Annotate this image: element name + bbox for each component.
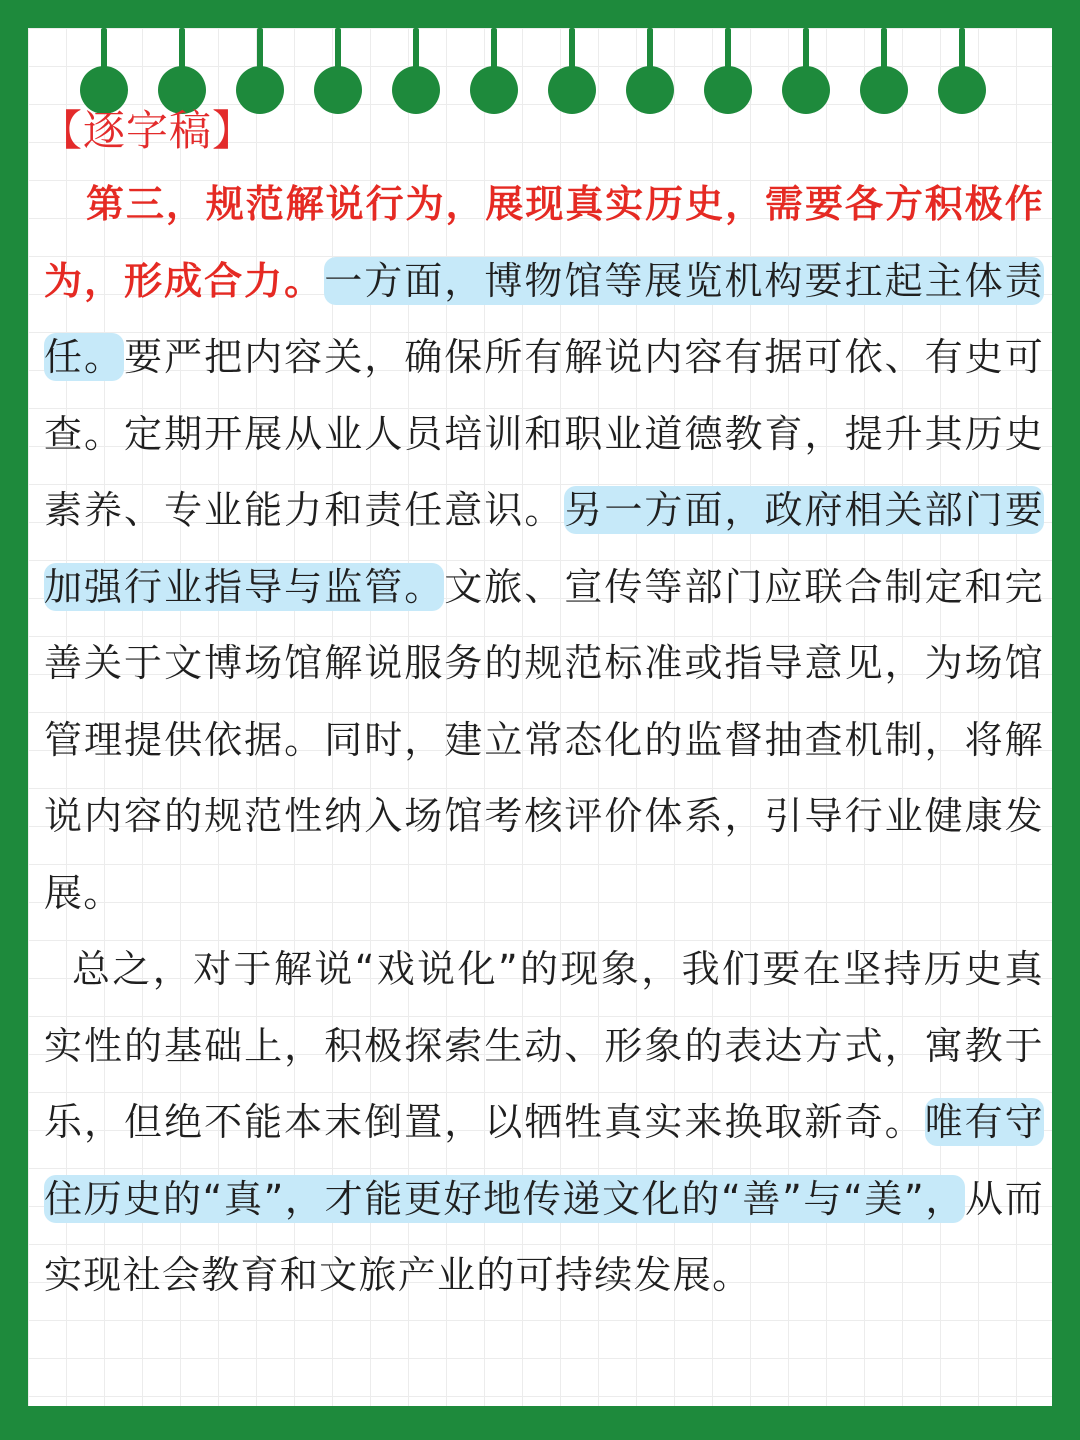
highlight-government-duty: 另一方面，政府相关部门要加强行业指导与监管。	[44, 488, 1044, 609]
notebook-page	[28, 28, 1052, 1406]
highlight-museum-duty: 一方面，博物馆等展览机构要扛起主体责任。	[44, 258, 1044, 379]
paragraph-conclusion	[44, 931, 1044, 1314]
body-text: 从而实现社会教育和文旅产业的可持续发展。	[44, 1176, 1044, 1297]
body-text: 文旅、宣传等部门应联合制定和完善关于文博场馆解说服务的规范标准或指导意见，为场馆管理提供依据。同时，建立常态化的监督抽查机制，将解说内容的规范性纳入场馆考核评价体系，引导行业健康发展。	[44, 564, 1044, 915]
paragraph-regulation	[44, 166, 1044, 931]
section-tag: 【逐字稿】	[40, 106, 256, 155]
article-body	[40, 100, 1044, 1314]
body-text: 要严把内容关，确保所有解说内容有据可依、有史可查。定期开展从业人员培训和职业道德教育，提升其历史素养、专业能力和责任意识。	[44, 335, 1044, 532]
body-text: 总之，对于解说“戏说化”的现象，我们要在坚持历史真实性的基础上，积极探索生动、形象的表达方式，寓教于乐，但绝不能本末倒置，以牺牲真实来换取新奇。	[44, 947, 1044, 1144]
key-sentence: 第三，规范解说行为，展现真实历史，需要各方积极作为，形成合力。	[44, 182, 1044, 303]
highlight-truth-goodness: 唯有守住历史的“真”，才能更好地传递文化的“善”与“美”，	[44, 1100, 1044, 1221]
